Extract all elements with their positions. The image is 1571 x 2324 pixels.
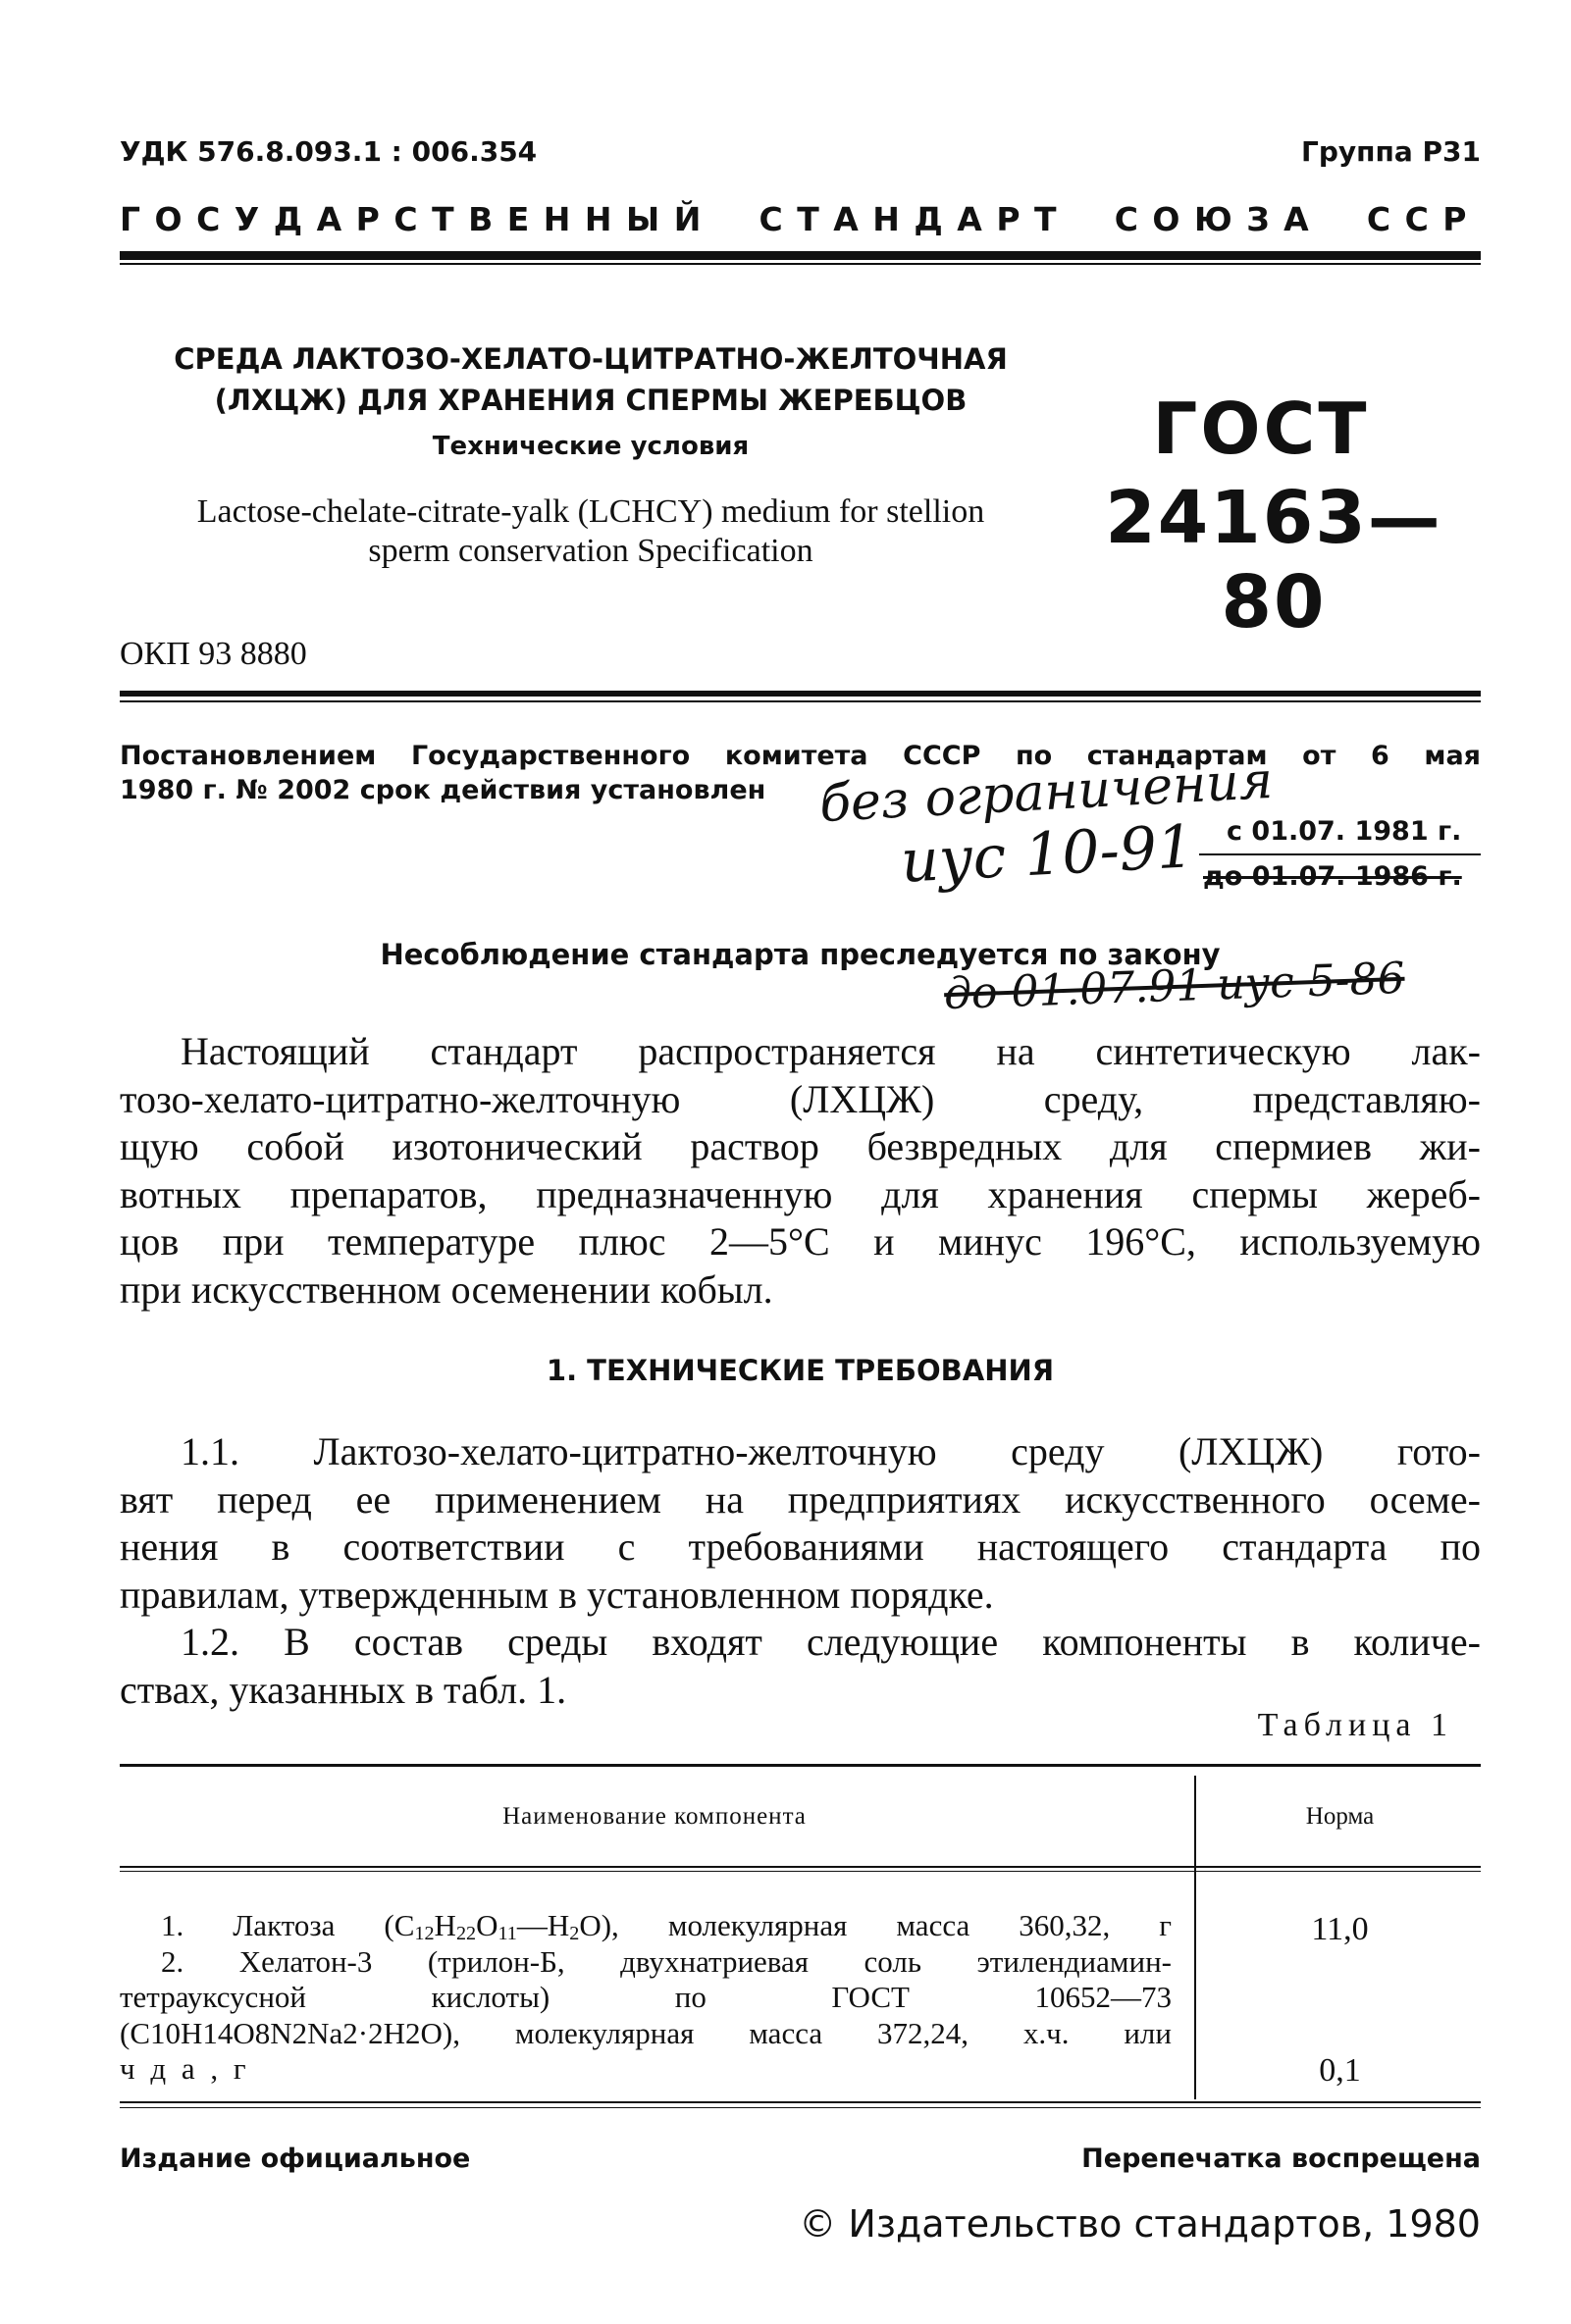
gost-number: 24163—80 <box>1105 476 1442 645</box>
intro-line-3: щую собой изотонический раствор безвредных для спермиев жи- <box>120 1124 1481 1168</box>
intro-line-6: при искусственном осеменении кобыл. <box>120 1266 773 1312</box>
since-underline <box>1199 853 1481 855</box>
gost-label: ГОСТ <box>1152 387 1370 470</box>
section-1-heading: 1. ТЕХНИЧЕСКИЕ ТРЕБОВАНИЯ <box>546 1354 1055 1387</box>
decree-since: с 01.07. 1981 г. <box>1227 816 1462 847</box>
p11-line-4: правилам, утвержденным в установленном порядке. <box>120 1572 994 1617</box>
title-subtitle: Технические условия <box>432 432 750 461</box>
title-ru-line1: СРЕДА ЛАКТОЗО-ХЕЛАТО-ЦИТРАТНО-ЖЕЛТОЧНАЯ <box>174 342 1008 376</box>
table-header-name: Наименование компонента <box>502 1803 807 1830</box>
row1-tail: О), молекулярная масса 360,32, г <box>579 1908 1172 1942</box>
edition-official: Издание официальное <box>120 2143 471 2174</box>
p12-line-2: ствах, указанных в табл. 1. <box>120 1667 567 1712</box>
state-word-4: ССР <box>1366 200 1481 238</box>
table-header-norm: Норма <box>1305 1803 1375 1830</box>
handwritten-note-unlimited: без ограничения <box>817 750 1275 835</box>
title-ru <box>120 338 1062 421</box>
table-row-2-line-1: 2. Хелатон-3 (трилон-Б, двухнатриевая соль этилендиамин- <box>161 1943 1172 1979</box>
title-ru-line2: (ЛХЦЖ) ДЛЯ ХРАНЕНИЯ СПЕРМЫ ЖЕРЕБЦОВ <box>214 384 968 417</box>
table-bottom-rule <box>120 2101 1481 2103</box>
table-top-rule <box>120 1764 1481 1767</box>
okp-code: ОКП 93 8880 <box>120 636 307 672</box>
udk-code: УДК 576.8.093.1 : 006.354 <box>120 135 538 168</box>
reprint-prohibited: Перепечатка воспрещена <box>1081 2143 1481 2174</box>
row1-mid-2: О <box>476 1908 498 1942</box>
group-code: Группа Р31 <box>1301 135 1481 168</box>
row1-sub-1: 12 <box>414 1923 435 1944</box>
table-bottom-rule-2 <box>120 2107 1481 2108</box>
okp-thick-rule <box>120 691 1481 697</box>
table-row-2-line-4: ч д а , г <box>120 2051 250 2086</box>
table-row-1 <box>120 1908 1172 1944</box>
handwritten-note-ius: иус 10-91 <box>899 812 1196 897</box>
law-warning: Несоблюдение стандарта преследуется по закону <box>380 938 1221 971</box>
header-thick-rule <box>120 251 1481 260</box>
paragraph-1-1 <box>120 1428 1481 1619</box>
table-column-divider <box>1194 1776 1196 2099</box>
p11-line-1: 1.1. Лактозо-хелато-цитратно-желточную среду (ЛХЦЖ) гото- <box>181 1429 1481 1473</box>
p12-line-1: 1.2. В состав среды входят следующие компоненты в количе- <box>181 1620 1481 1664</box>
p11-line-3: нения в соответствии с требованиями настоящего стандарта по <box>120 1524 1481 1569</box>
decree-line2: 1980 г. № 2002 срок действия установлен <box>120 775 766 805</box>
state-standard-heading <box>120 200 1481 238</box>
table-header-rule-2 <box>120 1871 1481 1872</box>
decree-line1 <box>120 738 1481 775</box>
decree-until-struck: до 01.07. 1986 г. <box>1203 861 1462 892</box>
table-row-2-line-2: тетрауксусной кислоты) по ГОСТ 10652—73 <box>120 1980 1172 2014</box>
title-en-line2: sperm conservation Specification <box>368 533 813 569</box>
table-caption: Таблица 1 <box>1257 1707 1453 1743</box>
row1-sub-3: 11 <box>497 1923 517 1944</box>
row1-sub-4: 2 <box>569 1923 580 1944</box>
intro-paragraph <box>120 1028 1481 1314</box>
okp-thin-rule <box>120 700 1481 702</box>
intro-line-4: вотных препаратов, предназначенную для хранения спермы жереб- <box>120 1171 1481 1216</box>
intro-line-5: цов при температуре плюс 2—5°С и минус 196°С, используемую <box>120 1219 1481 1264</box>
handwritten-note-struck: до 01.07.91 иус 5-86 <box>943 953 1406 1020</box>
table-rows <box>120 1908 1172 2088</box>
table-norm-2: 0,1 <box>1319 2052 1361 2089</box>
row1-mid-1: Н <box>434 1908 456 1942</box>
p11-line-2: вят перед ее применением на предприятиях искусственного осеме- <box>120 1476 1481 1522</box>
row1-text-a: 1. Лактоза (С <box>161 1908 415 1942</box>
paragraph-1-2 <box>120 1619 1481 1714</box>
title-en <box>110 492 1072 571</box>
header-thin-rule <box>120 263 1481 265</box>
table-row-2-line-3: (С10Н14О8N2Na2·2Н2О), молекулярная масса 372,24, х.ч. или <box>120 2015 1172 2050</box>
row1-mid-3: —Н <box>516 1908 570 1942</box>
intro-line-1: Настоящий стандарт распространяется на синтетическую лак- <box>181 1029 1481 1073</box>
state-word-2: СТАНДАРТ <box>759 200 1072 238</box>
state-word-3: СОЮЗА <box>1114 200 1324 238</box>
copyright: © Издательство стандартов, 1980 <box>799 2202 1481 2246</box>
row1-sub-2: 22 <box>455 1923 477 1944</box>
state-word-1: ГОСУДАРСТВЕННЫЙ <box>120 200 715 238</box>
intro-line-2: тозо-хелато-цитратно-желточную (ЛХЦЖ) среду, представляю- <box>120 1076 1481 1121</box>
table-header-rule <box>120 1866 1481 1868</box>
title-en-line1: Lactose-chelate-citrate-yalk (LCHCY) medium for stellion <box>196 493 985 530</box>
decree-line1-text: Постановлением Государственного комитета СССР по стандартам от 6 мая <box>120 741 1481 771</box>
table-norm-1: 11,0 <box>1311 1911 1369 1947</box>
